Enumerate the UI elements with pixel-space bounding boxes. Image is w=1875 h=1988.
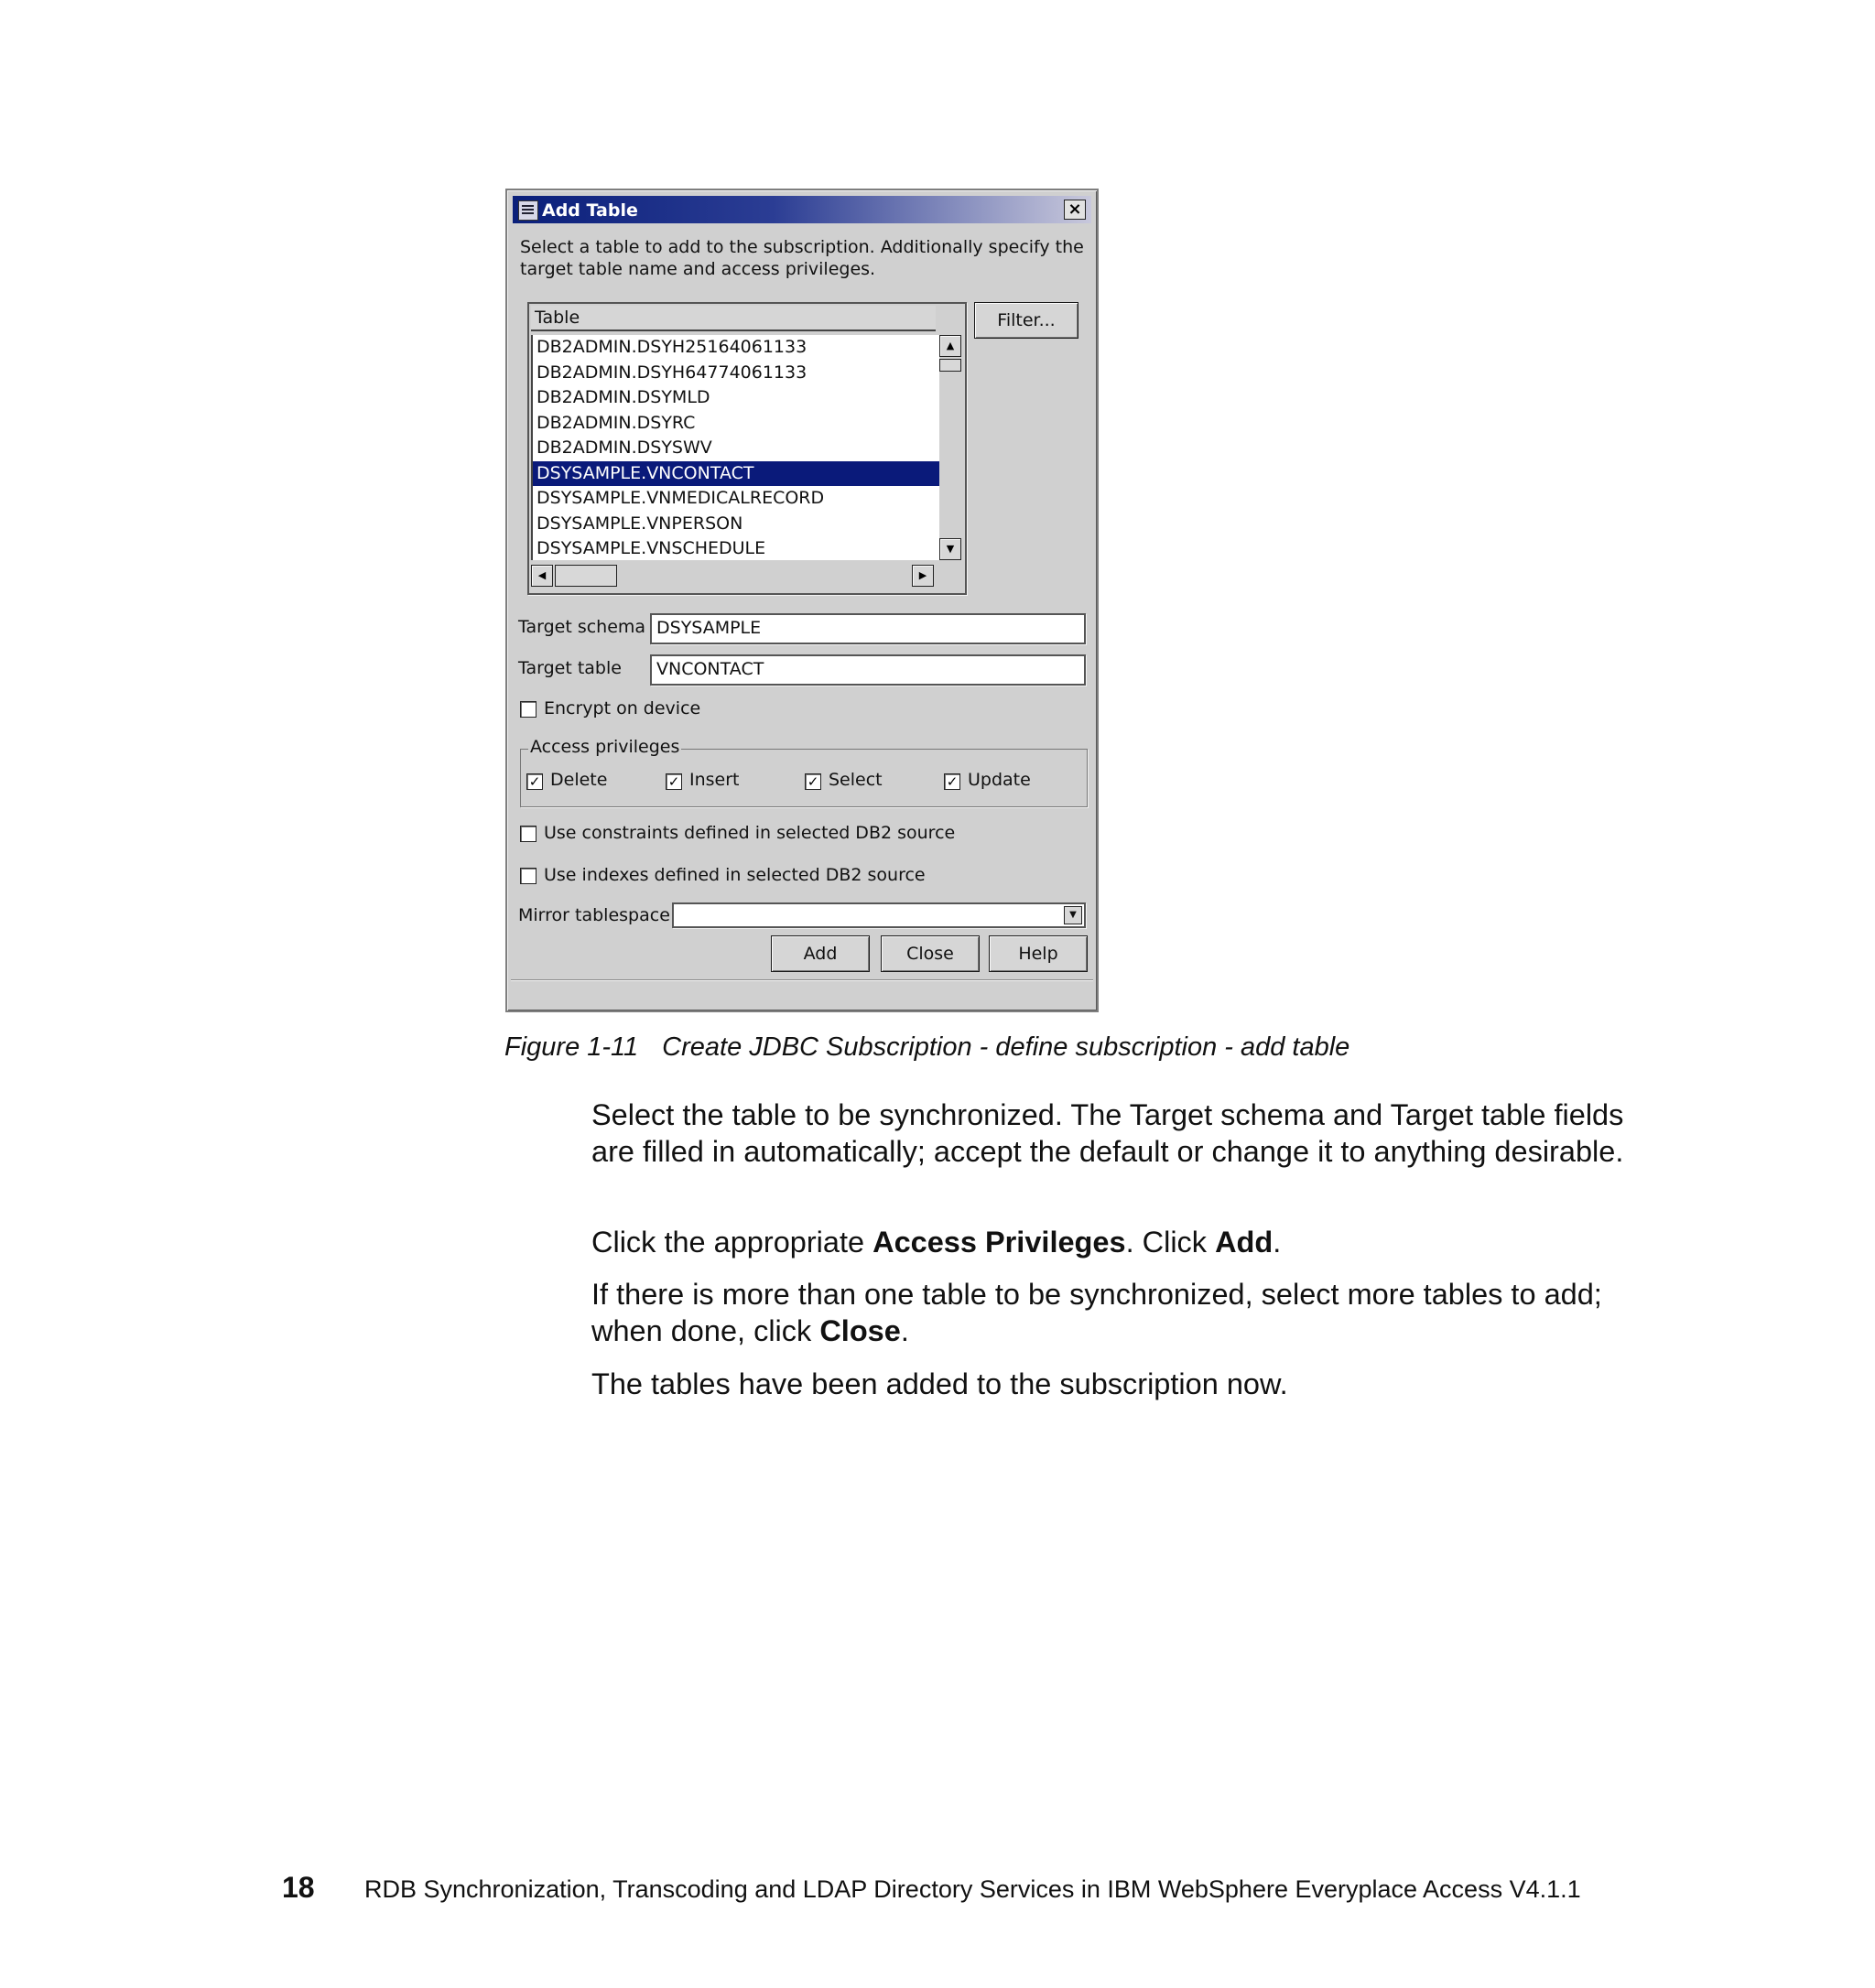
text-span: . [1273,1226,1282,1259]
table-list[interactable] [531,335,939,560]
window-icon [518,200,538,221]
access-privileges-legend: Access privileges [530,737,680,757]
bold-add: Add [1215,1226,1273,1259]
vertical-scrollbar[interactable] [939,335,963,560]
paragraph-2 [591,1224,1644,1260]
select-label: Select [829,770,883,790]
vertical-scroll-thumb[interactable] [939,359,961,372]
indexes-checkbox[interactable] [520,868,536,884]
list-item[interactable]: DSYSAMPLE.VNMEDICALRECORD [536,488,825,508]
delete-checkbox[interactable]: ✓ [526,773,543,790]
mirror-tablespace-label: Mirror tablespace [518,905,670,925]
text-span: . [900,1314,909,1347]
filter-button[interactable]: Filter... [974,302,1078,339]
constraints-checkbox[interactable] [520,826,536,842]
paragraph-1: Select the table to be synchronized. The Target schema and Target table fields are filled in automatically; accept the default or change it to anything desirable. [591,1098,1624,1168]
title-bar[interactable] [513,196,1091,223]
indexes-label: Use indexes defined in selected DB2 source [544,865,926,885]
insert-label: Insert [689,770,740,790]
running-footer: RDB Synchronization, Transcoding and LDAP Directory Services in IBM WebSphere Everyplace Access V4.1.1 [364,1875,1581,1903]
target-schema-label: Target schema [518,617,646,637]
list-item[interactable]: DSYSAMPLE.VNPERSON [536,513,743,534]
encrypt-checkbox[interactable] [520,701,536,718]
page-number: 18 [282,1871,315,1904]
target-table-field[interactable]: VNCONTACT [650,654,1086,686]
bold-access-privileges: Access Privileges [872,1226,1126,1259]
text-span: Click the appropriate [591,1226,873,1259]
bold-close: Close [819,1314,901,1347]
list-item[interactable]: DB2ADMIN.DSYH64774061133 [536,362,807,383]
table-list-box [527,302,967,595]
list-item[interactable]: DB2ADMIN.DSYMLD [536,387,710,407]
text-span: . Click [1125,1226,1216,1259]
dialog-status-divider [511,979,1093,980]
figure-title: Create JDBC Subscription - define subscription - add table [662,1032,1350,1062]
list-item[interactable]: DB2ADMIN.DSYSWV [536,438,712,458]
figure-caption [504,1032,1349,1063]
table-column-header[interactable]: Table [531,306,936,331]
update-label: Update [968,770,1031,790]
close-window-button[interactable]: × [1064,200,1086,220]
constraints-label: Use constraints defined in selected DB2 source [544,823,956,843]
select-checkbox[interactable]: ✓ [805,773,821,790]
list-item[interactable]: DSYSAMPLE.VNSCHEDULE [536,538,766,558]
figure-number: Figure 1-11 [504,1032,639,1062]
target-table-label: Target table [518,658,622,678]
delete-label: Delete [550,770,608,790]
target-schema-field[interactable]: DSYSAMPLE [650,613,1086,644]
access-privileges-group [520,737,1088,807]
mirror-tablespace-select[interactable] [672,902,1086,928]
help-button[interactable]: Help [989,935,1088,972]
encrypt-label: Encrypt on device [544,698,701,718]
scroll-down-icon[interactable]: ▼ [939,538,961,560]
close-button[interactable]: Close [881,935,980,972]
dialog-title: Add Table [542,200,638,221]
chevron-down-icon[interactable]: ▼ [1064,906,1082,924]
paragraph-4: The tables have been added to the subscription now. [591,1367,1288,1400]
text-span: If there is more than one table to be synchronized, select more tables to add; when done, click [591,1278,1602,1347]
paragraph-3 [591,1276,1644,1349]
add-button[interactable]: Add [771,935,870,972]
list-item[interactable]: DB2ADMIN.DSYH25164061133 [536,337,807,357]
list-item-selected[interactable]: DSYSAMPLE.VNCONTACT [533,461,939,487]
insert-checkbox[interactable]: ✓ [666,773,682,790]
scroll-right-icon[interactable]: ▶ [912,565,934,587]
horizontal-scrollbar[interactable] [531,564,938,588]
scroll-left-icon[interactable]: ◀ [531,565,553,587]
horizontal-scroll-thumb[interactable] [555,565,617,587]
list-item[interactable]: DB2ADMIN.DSYRC [536,412,696,433]
update-checkbox[interactable]: ✓ [944,773,960,790]
add-table-dialog [505,189,1099,1012]
scroll-up-icon[interactable]: ▲ [939,335,961,357]
dialog-description: Select a table to add to the subscription. Additionally specify the target table name and access privileges. [520,237,1084,279]
